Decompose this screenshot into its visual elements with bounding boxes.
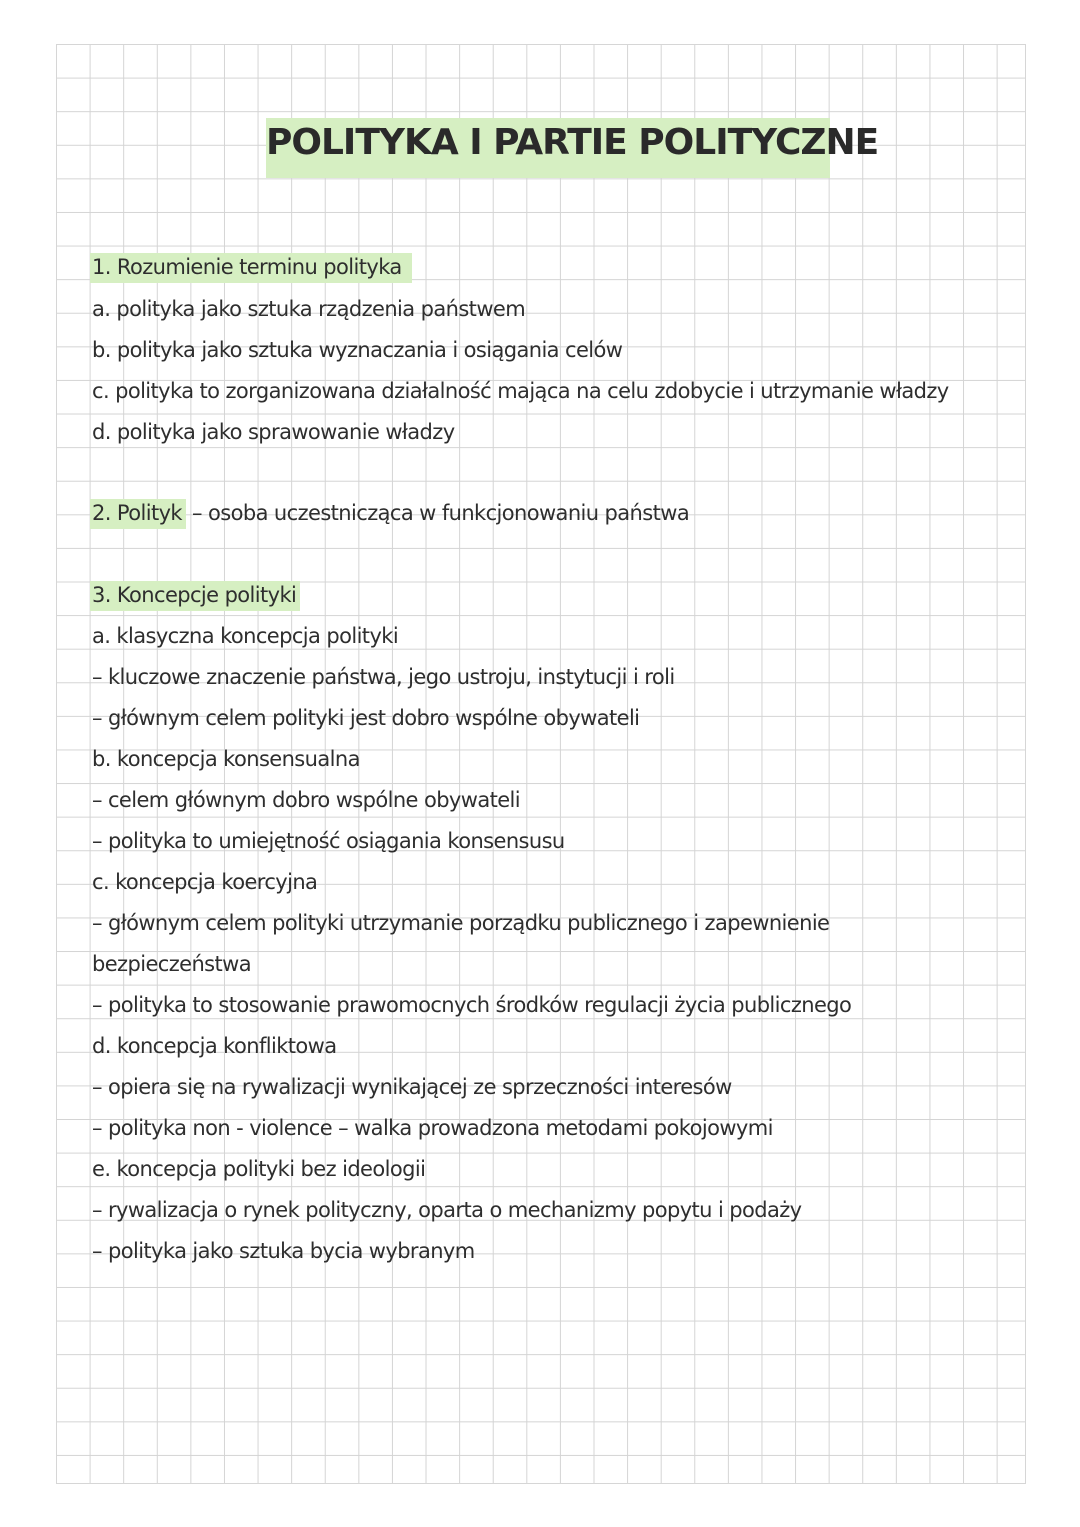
section-3-line: c. koncepcja koercyjna	[92, 870, 318, 894]
section-2-row	[92, 498, 689, 528]
section-3-line: e. koncepcja polityki bez ideologii	[92, 1157, 426, 1181]
section-3-line: – polityka to umiejętność osiągania konsensusu	[92, 829, 565, 853]
section-3-line: – polityka to stosowanie prawomocnych środków regulacji życia publicznego	[92, 993, 852, 1017]
section-1-heading: 1. Rozumienie terminu polityka	[90, 253, 412, 283]
section-1-item: b. polityka jako sztuka wyznaczania i osiągania celów	[92, 338, 623, 362]
section-3-line: – głównym celem polityki jest dobro wspólne obywateli	[92, 706, 640, 730]
section-3-heading: 3. Koncepcje polityki	[90, 581, 300, 611]
section-3-line: – opiera się na rywalizacji wynikającej ze sprzeczności interesów	[92, 1075, 732, 1099]
section-1-item: a. polityka jako sztuka rządzenia państwem	[92, 297, 526, 321]
section-3-line: – polityka jako sztuka bycia wybranym	[92, 1239, 475, 1263]
section-3-line: d. koncepcja konfliktowa	[92, 1034, 337, 1058]
page-title: POLITYKA I PARTIE POLITYCZNE	[266, 122, 879, 163]
section-3-heading-row	[92, 580, 300, 610]
section-3-line: – celem głównym dobro wspólne obywateli	[92, 788, 521, 812]
section-3-line: bezpieczeństwa	[92, 952, 251, 976]
section-3-line: – polityka non - violence – walka prowadzona metodami pokojowymi	[92, 1116, 773, 1140]
section-1-item: c. polityka to zorganizowana działalność mająca na celu zdobycie i utrzymanie władzy	[92, 379, 949, 403]
section-2-definition: – osoba uczestnicząca w funkcjonowaniu państwa	[185, 501, 690, 525]
section-2-heading: 2. Polityk	[90, 499, 186, 529]
section-3-line: – głównym celem polityki utrzymanie porządku publicznego i zapewnienie	[92, 911, 830, 935]
section-3-line: – kluczowe znaczenie państwa, jego ustroju, instytucji i roli	[92, 665, 675, 689]
section-3-line: – rywalizacja o rynek polityczny, oparta o mechanizmy popytu i podaży	[92, 1198, 802, 1222]
section-3-line: b. koncepcja konsensualna	[92, 747, 360, 771]
section-1-item: d. polityka jako sprawowanie władzy	[92, 420, 455, 444]
section-1-heading-row	[92, 252, 412, 282]
section-3-line: a. klasyczna koncepcja polityki	[92, 624, 399, 648]
